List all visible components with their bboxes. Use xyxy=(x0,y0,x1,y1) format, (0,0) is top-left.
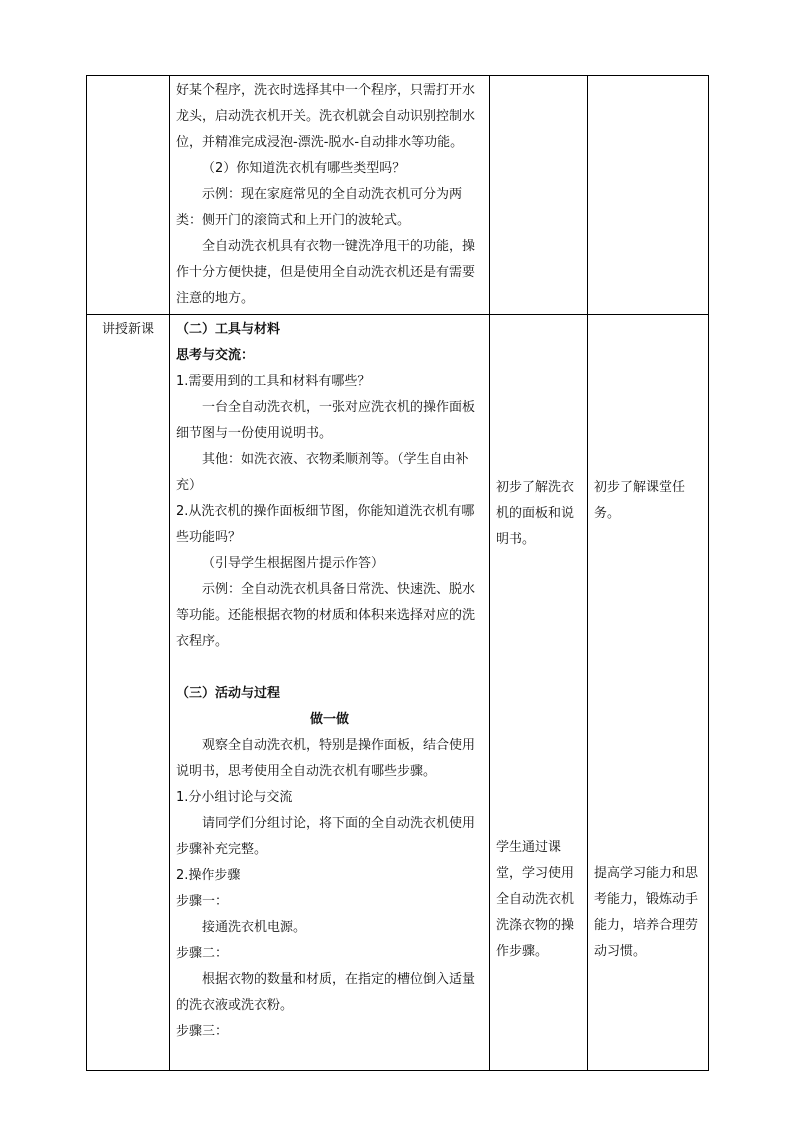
lesson-plan-table xyxy=(86,75,709,1071)
paragraph: 根据衣物的数量和材质，在指定的槽位倒入适量的洗衣液或洗衣粉。 xyxy=(176,972,476,1013)
paragraph: （引导学生根据图片提示作答） xyxy=(202,556,385,571)
stage-label: 讲授新课 xyxy=(101,322,154,337)
step-label: 步骤二： xyxy=(176,946,229,961)
content-cell xyxy=(170,315,490,1071)
student-cell xyxy=(490,315,588,1071)
paragraph: 一台全自动洗衣机，一张对应洗衣机的操作面板细节图与一份使用说明书。 xyxy=(176,400,476,441)
student-activity: 学生通过课堂，学习使用全自动洗衣机洗涤衣物的操作步骤。 xyxy=(496,840,575,959)
paragraph: 接通洗衣机电源。 xyxy=(202,920,307,935)
table-row xyxy=(87,315,709,1071)
activity-title: 做一做 xyxy=(309,712,349,727)
table-row xyxy=(87,76,709,315)
question: （2）你知道洗衣机有哪些类型吗？ xyxy=(202,161,406,176)
goal-cell-empty xyxy=(588,76,709,315)
student-activity: 初步了解洗衣机的面板和说明书。 xyxy=(496,480,575,547)
paragraph: 请同学们分组讨论，将下面的全自动洗衣机使用步骤补充完整。 xyxy=(176,816,476,857)
paragraph: 示例：全自动洗衣机具备日常洗、快速洗、脱水等功能。还能根据衣物的材质和体积来选择对应的洗衣程序。 xyxy=(176,582,476,649)
step-label: 步骤三： xyxy=(176,1024,229,1039)
list-item: 1.分小组讨论与交流 xyxy=(176,790,293,805)
list-item: 2.操作步骤 xyxy=(176,868,241,883)
paragraph: 好某个程序，洗衣时选择其中一个程序，只需打开水龙头，启动洗衣机开关。洗衣机就会自动识别控制水位，并精准完成浸泡-漂洗-脱水-自动排水等功能。 xyxy=(176,83,476,150)
paragraph: 全自动洗衣机具有衣物一键洗净甩干的功能，操作十分方便快捷，但是使用全自动洗衣机还是有需要注意的地方。 xyxy=(176,239,476,306)
content-cell xyxy=(170,76,490,315)
section-heading: （二）工具与材料 xyxy=(176,322,281,337)
stage-cell xyxy=(87,315,170,1071)
goal-cell xyxy=(588,315,709,1071)
paragraph: 示例：现在家庭常见的全自动洗衣机可分为两类：侧开门的滚筒式和上开门的波轮式。 xyxy=(176,187,463,228)
subheading: 思考与交流： xyxy=(176,348,255,363)
paragraph: 其他：如洗衣液、衣物柔顺剂等。（学生自由补充） xyxy=(176,452,469,493)
student-cell-empty xyxy=(490,76,588,315)
section-heading: （三）活动与过程 xyxy=(176,686,281,701)
design-intent: 初步了解课堂任务。 xyxy=(594,480,686,521)
design-intent: 提高学习能力和思考能力，锻炼动手能力，培养合理劳动习惯。 xyxy=(594,866,699,959)
paragraph: 观察全自动洗衣机，特别是操作面板，结合使用说明书，思考使用全自动洗衣机有哪些步骤。 xyxy=(176,738,476,779)
question: 1.需要用到的工具和材料有哪些？ xyxy=(176,374,371,389)
stage-cell-empty xyxy=(87,76,170,315)
step-label: 步骤一： xyxy=(176,894,229,909)
question: 2.从洗衣机的操作面板细节图，你能知道洗衣机有哪些功能吗？ xyxy=(176,504,475,545)
